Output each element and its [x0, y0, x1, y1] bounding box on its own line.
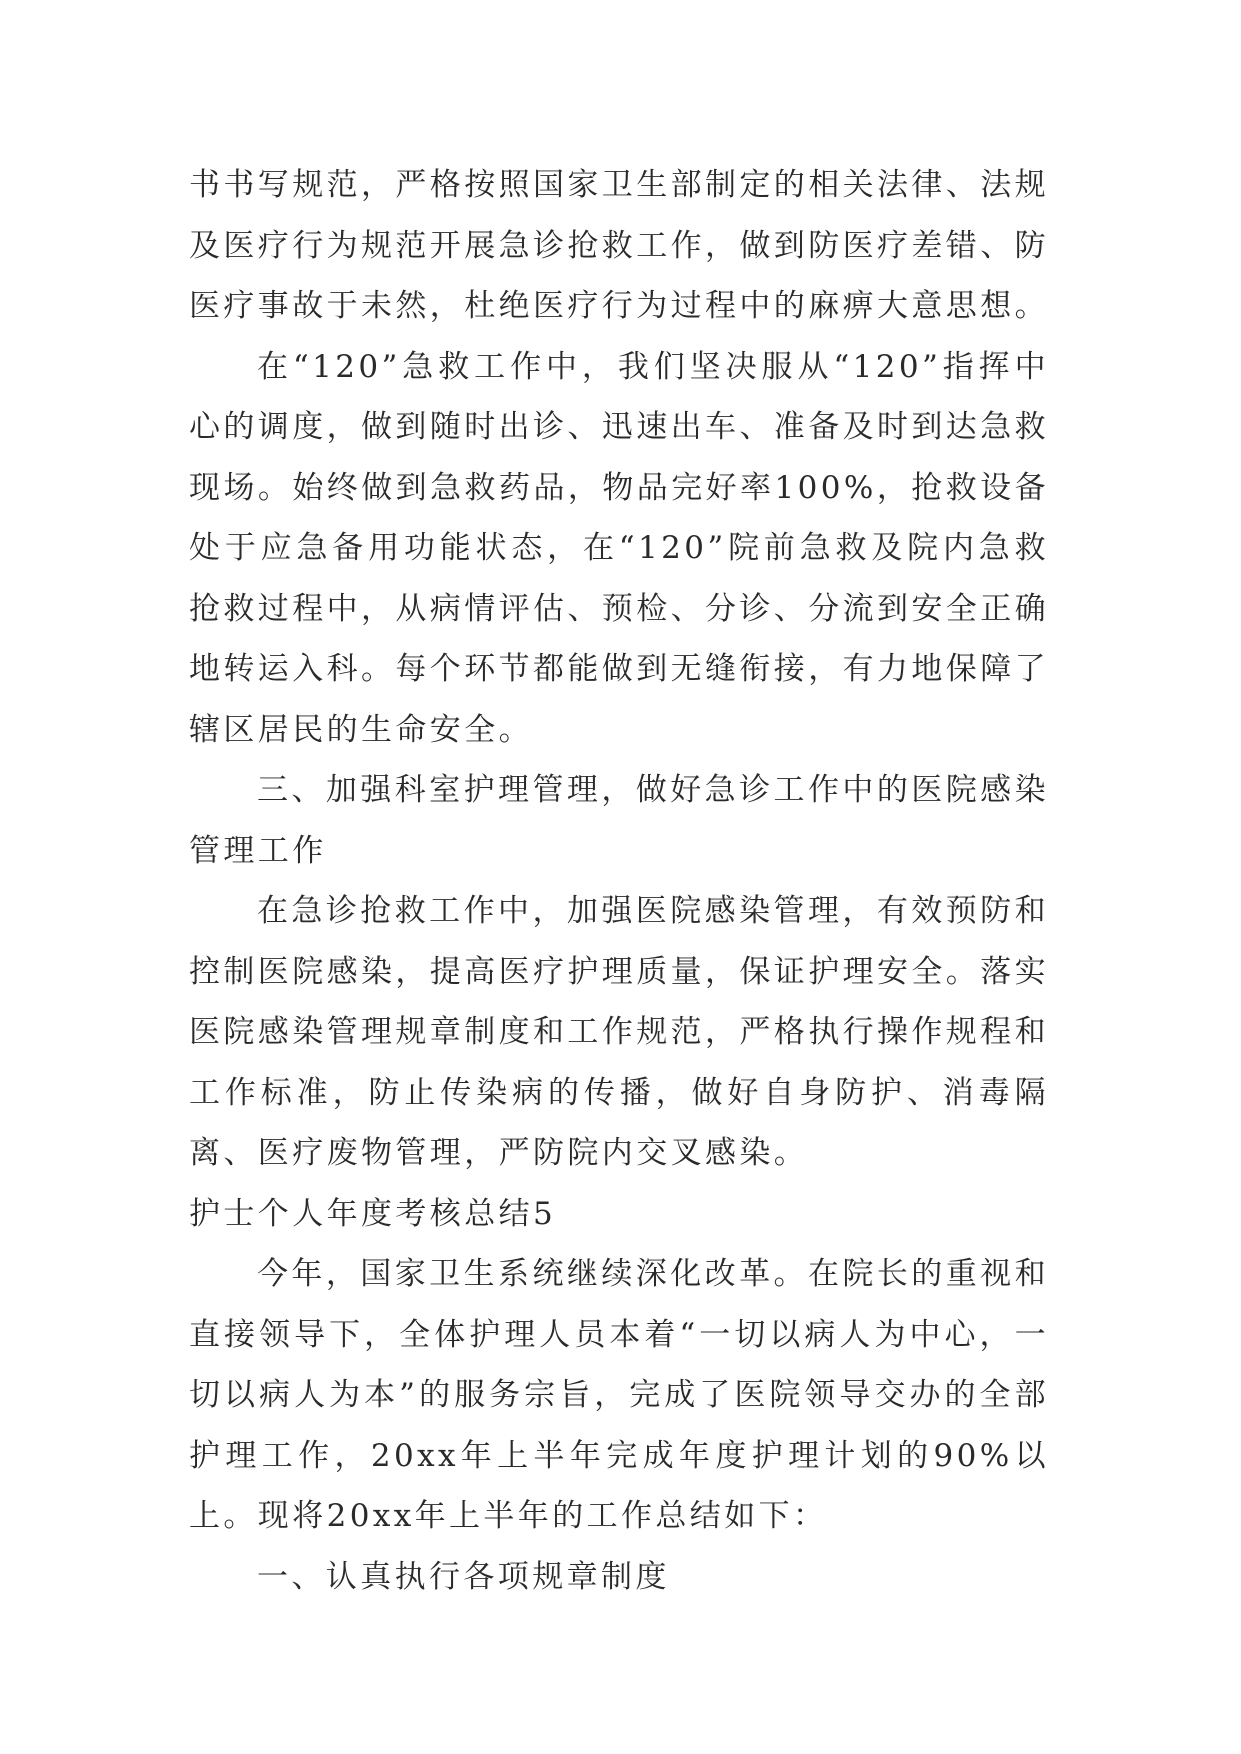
paragraph-infection-management: 在急诊抢救工作中，加强医院感染管理，有效预防和控制医院感染，提高医疗护理质量，保证护理安全。落实医院感染管理规章制度和工作规范，严格执行操作规程和工作标准，防止传染病的传播，做好自身防护、消毒隔离、医疗废物管理，严防院内交叉感染。	[189, 893, 1049, 1171]
document-body	[189, 155, 1049, 1607]
paragraph-120-emergency: 在“120”急救工作中，我们坚决服从“120”指挥中心的调度，做到随时出诊、迅速出车、准备及时到达急救现场。始终做到急救药品，物品完好率100%，抢救设备处于应急备用功能状态，在“120”院前急救及院内急救抢救过程中，从病情评估、预检、分诊、分流到安全正确地转运入科。每个环节都能做到无缝衔接，有力地保障了辖区居民的生命安全。	[189, 348, 1049, 748]
section-heading-regulations: 一、认真执行各项规章制度	[257, 1558, 670, 1595]
paragraph-continuation: 书书写规范，严格按照国家卫生部制定的相关法律、法规及医疗行为规范开展急诊抢救工作，做到防医疗差错、防医疗事故于未然，杜绝医疗行为过程中的麻痹大意思想。	[189, 167, 1049, 324]
section-heading-infection-management: 三、加强科室护理管理，做好急诊工作中的医院感染管理工作	[189, 772, 1049, 869]
paragraph-annual-intro: 今年，国家卫生系统继续深化改革。在院长的重视和直接领导下，全体护理人员本着“一切以病人为中心，一切以病人为本”的服务宗旨，完成了医院领导交办的全部护理工作，20xx年上半年完成年度护理计划的90%以上。现将20xx年上半年的工作总结如下：	[189, 1256, 1049, 1534]
document-title-summary-5: 护士个人年度考核总结5	[189, 1195, 557, 1232]
